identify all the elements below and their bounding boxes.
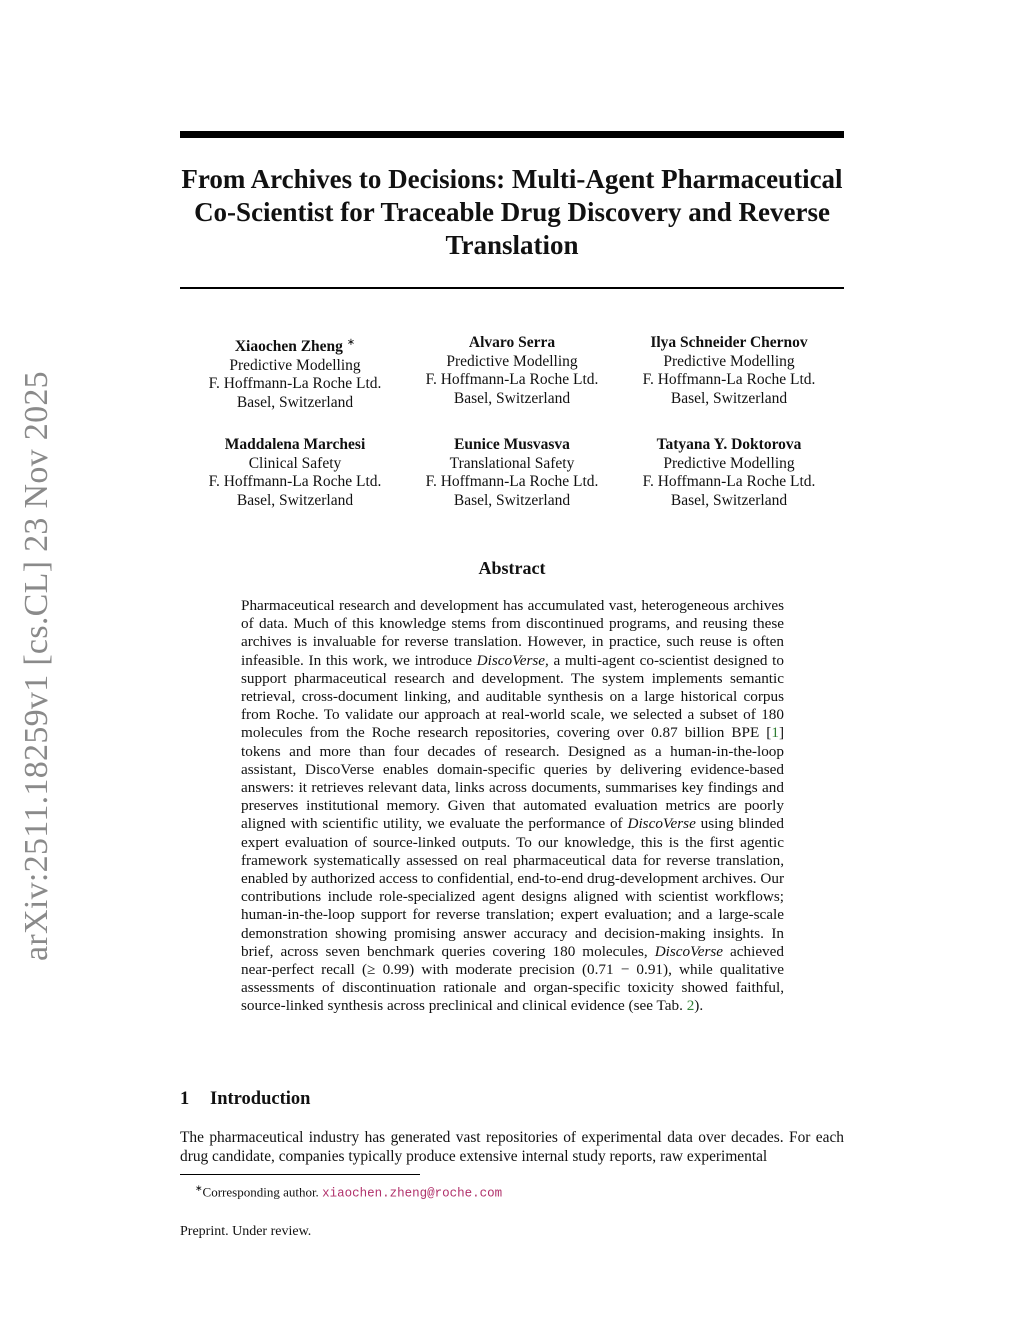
author-department: Predictive Modelling bbox=[663, 352, 795, 370]
citation-link[interactable]: 1 bbox=[771, 724, 779, 742]
paper-title: From Archives to Decisions: Multi-Agent Pharmaceutical Co-Scientist for Traceable Drug Discovery and Reverse Translation bbox=[181, 164, 843, 260]
author-location: Basel, Switzerland bbox=[236, 393, 354, 411]
abstract-body: Pharmaceutical research and development has accumulated vast, heterogeneous archives of data. Much of this knowledge stems from discontinued programs, and reusing these archives is invaluable for reverse translation. However, in practice, such reuse is often infeasible. In this work, we introduce DiscoVerse, a multi-agent co-scientist designed to support pharmaceutical research and development. The system implements semantic retrieval, cross-document linking, and auditable synthesis on a large historical corpus from Roche. To validate our approach at real-world scale, we selected a subset of 180 molecules from the Roche research repositories, covering over 0.87 billion BPE [1] tokens and more than four decades of research. Designed as a human-in-the-loop assistant, DiscoVerse enables domain-specific queries by delivering evidence-based answers: it retrieves relevant data, links across documents, summarises key findings and preserves institutional memory. Given that automated evaluation metrics are poorly aligned with scientific utility, we evaluate the performance of DiscoVerse using blinded expert evaluation of source-linked outputs. To our knowledge, this is the first agentic framework systematically assessed on real pharmaceutical data for reverse translation, enabled by authorized access to confidential, end-to-end drug-development archives. Our contributions include role-specialized agent designs aligned with scientist workflows; human-in-the-loop support for reverse translation; expert evaluation; and a large-scale demonstration showing promising answer accuracy and decision-making insights. In brief, across seven benchmark queries covering 180 molecules, DiscoVerse achieved near-perfect recall (≥ 0.99) with moderate precision (0.71 − 0.91), while qualitative assessments of discontinuation rationale and organ-specific toxicity showed faithful, source-linked synthesis across preclinical and clinical evidence (see Tab. 2). bbox=[241, 597, 785, 1015]
introduction-body: The pharmaceutical industry has generated vast repositories of experimental data over decades. For each drug candidate, companies typically produce extensive internal study reports, raw experimental bbox=[180, 1129, 844, 1165]
author-department: Predictive Modelling bbox=[663, 454, 795, 472]
author-block bbox=[402, 334, 622, 408]
author-block bbox=[402, 436, 622, 510]
footnote-rule bbox=[180, 1174, 420, 1175]
system-name: DiscoVerse bbox=[654, 942, 724, 960]
abstract-heading: Abstract bbox=[478, 558, 546, 578]
author-name: Alvaro Serra bbox=[468, 334, 556, 351]
author-name: Xiaochen Zheng ∗ bbox=[234, 337, 356, 356]
title-bottom-rule bbox=[180, 287, 844, 289]
author-block bbox=[185, 334, 405, 412]
author-organization: F. Hoffmann-La Roche Ltd. bbox=[642, 473, 816, 490]
author-name: Eunice Musvasva bbox=[454, 436, 570, 453]
author-block bbox=[619, 436, 839, 510]
arxiv-stamp-text: arXiv:2511.18259v1 [cs.CL] 23 Nov 2025 bbox=[18, 371, 55, 961]
footnote bbox=[195, 1180, 502, 1201]
author-organization: F. Hoffmann-La Roche Ltd. bbox=[208, 473, 382, 490]
author-organization: F. Hoffmann-La Roche Ltd. bbox=[425, 473, 599, 490]
system-name: DiscoVerse bbox=[476, 651, 545, 669]
author-name: Maddalena Marchesi bbox=[224, 436, 366, 453]
section-heading-introduction bbox=[180, 1089, 310, 1110]
system-name: DiscoVerse bbox=[627, 815, 696, 833]
section-number: 1 bbox=[180, 1089, 190, 1109]
corresponding-email-link[interactable]: xiaochen.zheng@roche.com bbox=[322, 1186, 503, 1201]
author-name: Tatyana Y. Doktorova bbox=[656, 436, 802, 453]
author-location: Basel, Switzerland bbox=[670, 389, 788, 407]
author-location: Basel, Switzerland bbox=[236, 491, 354, 509]
footnote-mark: ∗ bbox=[195, 1183, 203, 1193]
author-organization: F. Hoffmann-La Roche Ltd. bbox=[642, 371, 816, 388]
author-department: Translational Safety bbox=[449, 454, 575, 472]
author-location: Basel, Switzerland bbox=[453, 491, 571, 509]
author-organization: F. Hoffmann-La Roche Ltd. bbox=[208, 375, 382, 393]
author-location: Basel, Switzerland bbox=[453, 389, 571, 407]
author-department: Predictive Modelling bbox=[446, 352, 578, 370]
author-name: Ilya Schneider Chernov bbox=[650, 334, 808, 351]
preprint-note: Preprint. Under review. bbox=[180, 1224, 312, 1239]
author-block bbox=[619, 334, 839, 408]
author-location: Basel, Switzerland bbox=[670, 491, 788, 509]
author-department: Clinical Safety bbox=[248, 454, 342, 472]
footnote-label: Corresponding author. bbox=[202, 1184, 319, 1200]
arxiv-identifier-stamp bbox=[14, 372, 60, 960]
section-title: Introduction bbox=[210, 1089, 311, 1109]
author-organization: F. Hoffmann-La Roche Ltd. bbox=[425, 371, 599, 388]
author-block bbox=[185, 436, 405, 510]
corresponding-author-mark: ∗ bbox=[346, 337, 356, 348]
title-top-rule bbox=[180, 131, 844, 138]
table-reference-link[interactable]: 2 bbox=[686, 997, 695, 1015]
author-department: Predictive Modelling bbox=[229, 356, 361, 374]
